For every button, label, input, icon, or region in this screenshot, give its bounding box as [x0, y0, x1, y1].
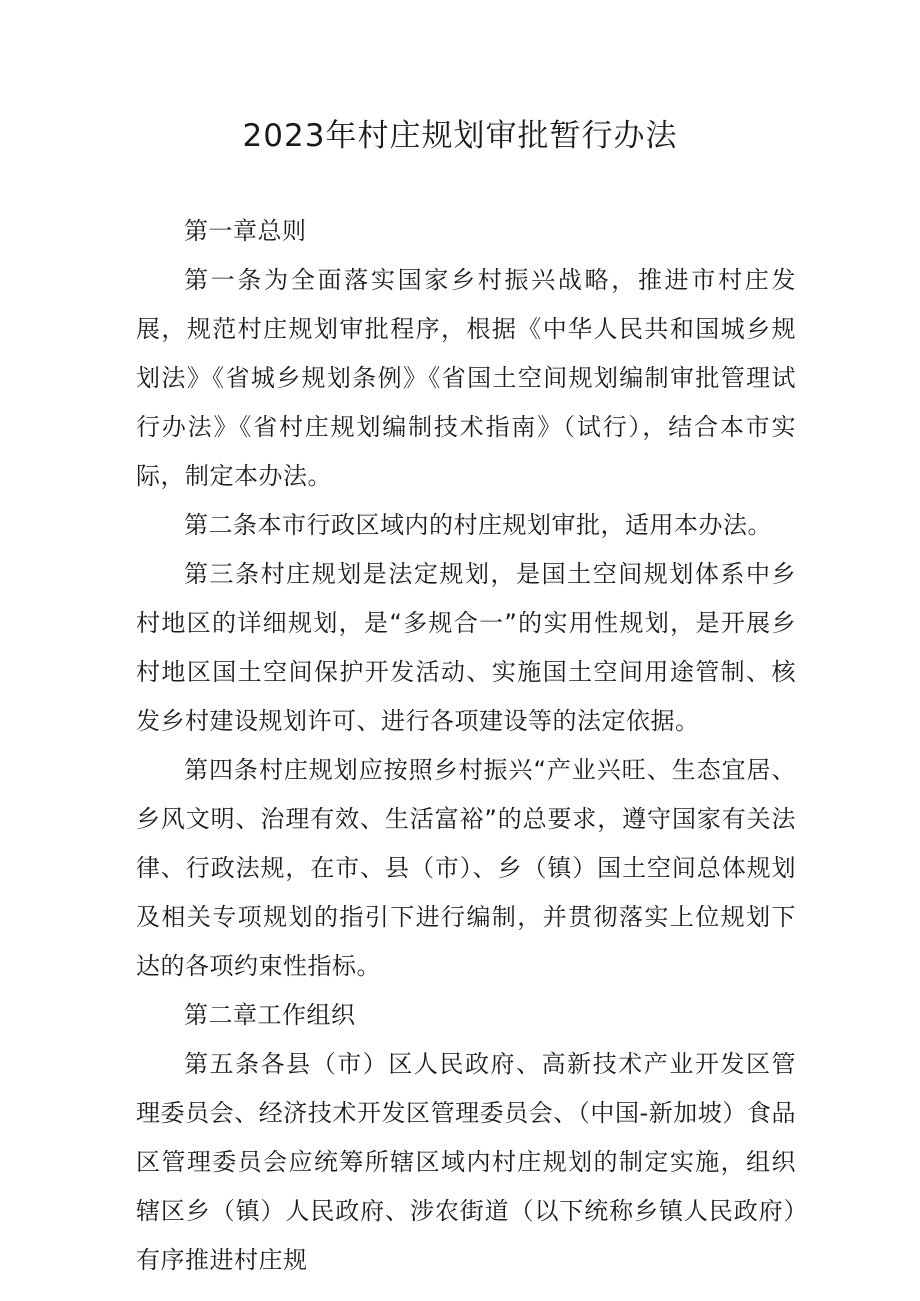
- article-1: 第一条为全面落实国家乡村振兴战略，推进市村庄发展，规范村庄规划审批程序，根据《中华人民共和国城乡规划法》《省城乡规划条例》《省国土空间规划编制审批管理试行办法》《省村庄规划编制技术指南》（试行），结合本市实际，制定本办法。: [136, 266, 796, 490]
- document-body: [136, 207, 796, 1285]
- chapter-heading-1: 第一章总则: [184, 217, 307, 245]
- chapter-heading-2: 第二章工作组织: [184, 1001, 356, 1029]
- article-3: 第三条村庄规划是法定规划，是国土空间规划体系中乡村地区的详细规划，是“多规合一”的实用性规划，是开展乡村地区国土空间保护开发活动、实施国土空间用途管制、核发乡村建设规划许可、进行各项建设等的法定依据。: [136, 560, 796, 735]
- article-2: 第二条本市行政区域内的村庄规划审批，适用本办法。: [184, 511, 772, 539]
- article-5: 第五条各县（市）区人民政府、高新技术产业开发区管理委员会、经济技术开发区管理委员会、（中国-新加坡）食品区管理委员会应统筹所辖区域内村庄规划的制定实施，组织辖区乡（镇）人民政府、涉农街道（以下统称乡镇人民政府）有序推进村庄规: [136, 1050, 796, 1274]
- document-title: 2023年村庄规划审批暂行办法: [242, 118, 678, 154]
- article-4: 第四条村庄规划应按照乡村振兴“产业兴旺、生态宜居、乡风文明、治理有效、生活富裕”的总要求，遵守国家有关法律、行政法规，在市、县（市）、乡（镇）国土空间总体规划及相关专项规划的指引下进行编制，并贯彻落实上位规划下达的各项约束性指标。: [136, 756, 796, 980]
